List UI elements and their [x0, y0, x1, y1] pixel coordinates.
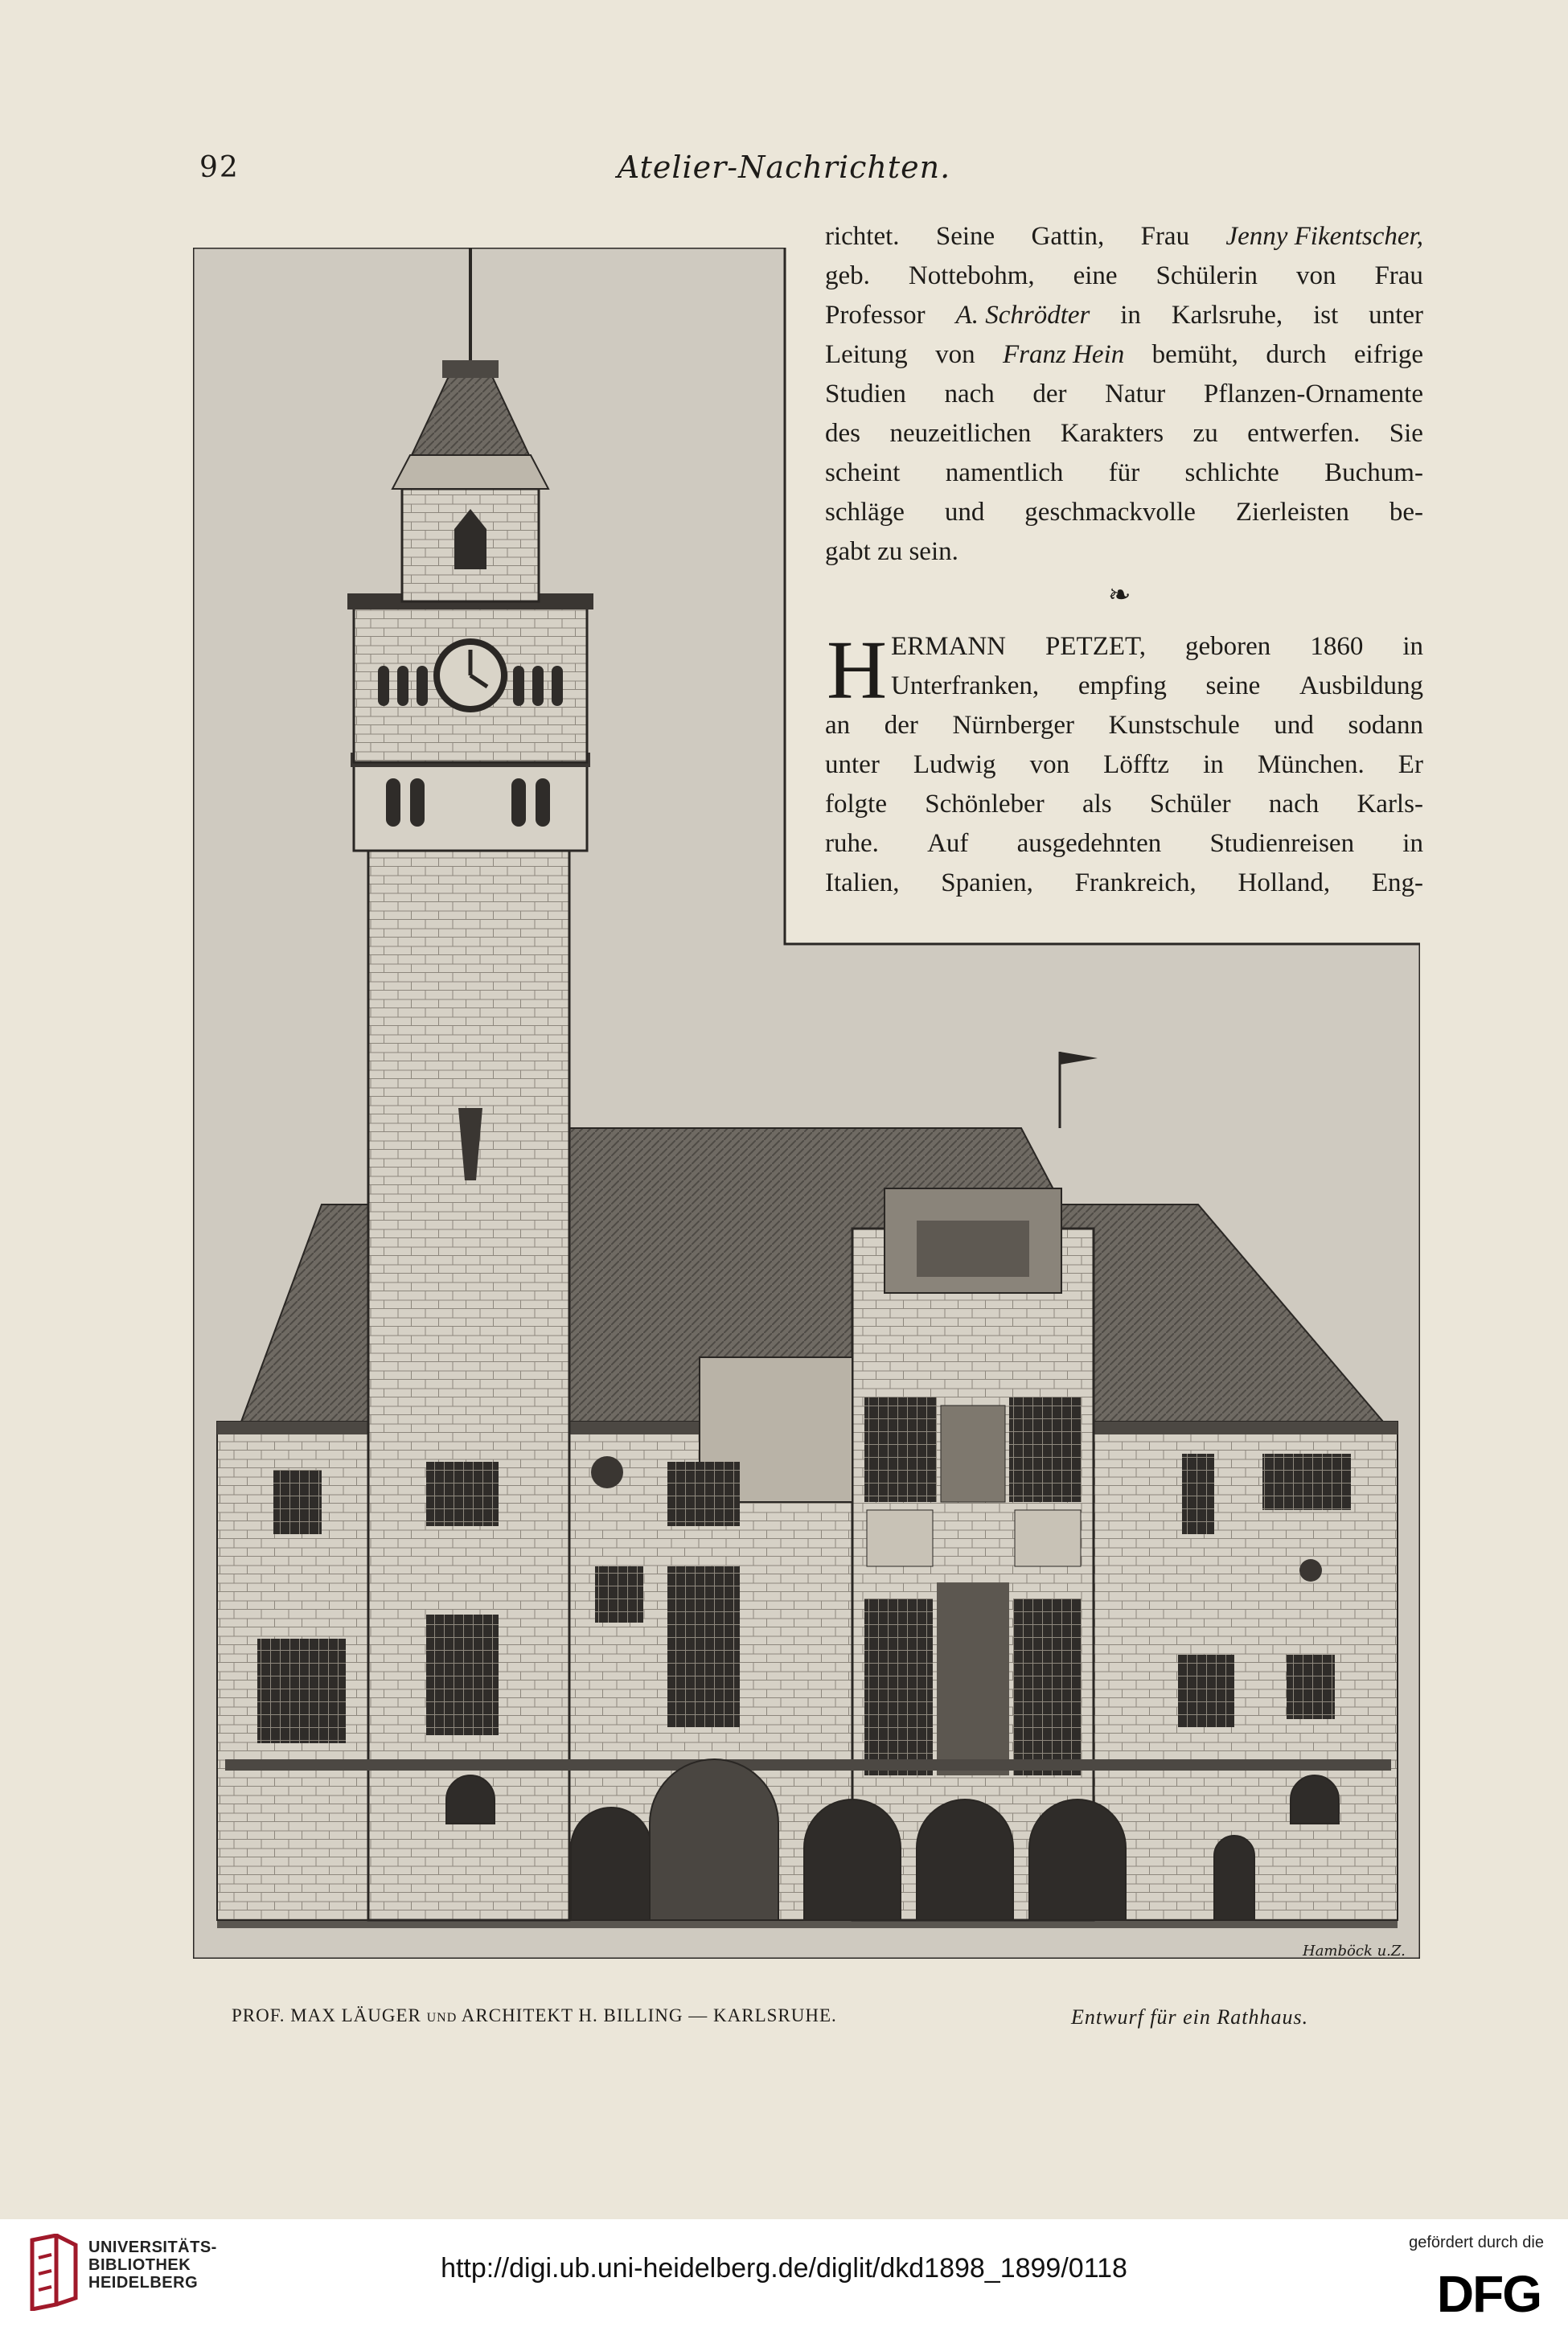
text-line: Professor A. Schrödter in Karlsruhe, ist unter [825, 301, 1423, 330]
paragraph-2 [825, 624, 1423, 903]
text-line: Italien, Spanien, Frankreich, Holland, Eng- [825, 868, 1423, 897]
text-line: des neuzeitlichen Karakters zu entwerfen. Sie [825, 419, 1423, 448]
figure-caption-title: Entwurf für ein Rathhaus. [1071, 2005, 1309, 2029]
text-line: scheint namentlich für schlichte Buchum- [825, 458, 1423, 487]
text-line: unter Ludwig von Löfftz in München. Er [825, 750, 1423, 779]
page-number: 92 [199, 151, 240, 184]
dfg-logo: DFG [1436, 2265, 1541, 2323]
text-line: gabt zu sein. [825, 537, 958, 566]
funded-by-label: gefördert durch die [1409, 2234, 1544, 2251]
text-line: schläge und geschmackvolle Zierleisten be- [825, 498, 1423, 527]
text-line: folgte Schönleber als Schüler nach Karls- [825, 790, 1423, 819]
digitization-footer [0, 2219, 1568, 2331]
text-line: Leitung von Franz Hein bemüht, durch eifrige [825, 340, 1423, 369]
artist-signature: Hamböck u.Z. [1303, 1943, 1406, 1960]
text-line: an der Nürnberger Kunstschule und sodann [825, 711, 1423, 740]
text-line: Studien nach der Natur Pflanzen-Ornamente [825, 380, 1423, 408]
permalink-url[interactable]: http://digi.ub.uni-heidelberg.de/diglit/dkd1898_1899/0118 [441, 2253, 1127, 2284]
library-name: UNIVERSITÄTS- BIBLIOTHEK HEIDELBERG [88, 2239, 217, 2292]
text-line: ruhe. Auf ausgedehnten Studienreisen in [825, 829, 1423, 858]
text-line: geb. Nottebohm, eine Schülerin von Frau [825, 261, 1423, 290]
fleuron-ornament: ❧ [1108, 579, 1131, 611]
paragraph-1 [825, 217, 1423, 572]
figure-caption-credit: PROF. MAX LÄUGER und ARCHITEKT H. BILLING — KARLSRUHE. [232, 2005, 837, 2025]
running-title: Atelier-Nachrichten. [617, 150, 951, 185]
text-line: Unterfranken, empfing seine Ausbildung [891, 671, 1423, 700]
text-line: ERMANN PETZET, geboren 1860 in [891, 632, 1423, 661]
drop-cap: H [827, 624, 888, 716]
text-line: richtet. Seine Gattin, Frau Jenny Fikentscher, [825, 222, 1423, 251]
